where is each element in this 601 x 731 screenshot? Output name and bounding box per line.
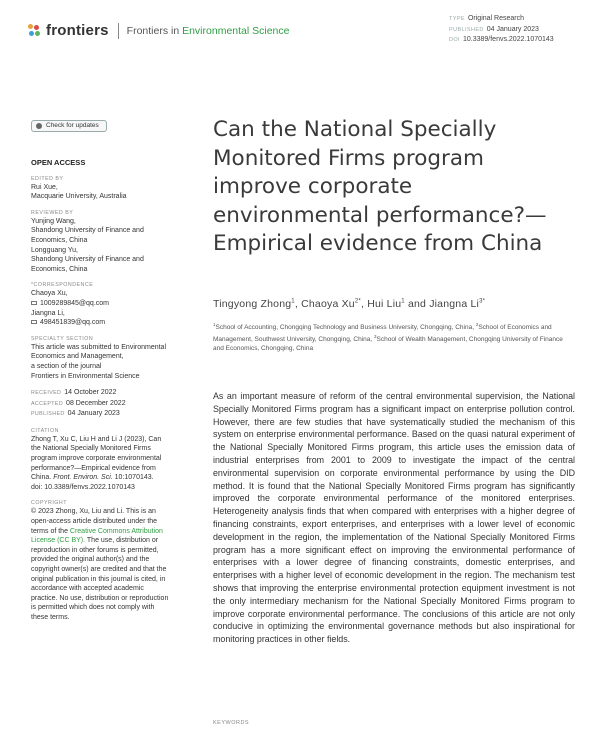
author-name[interactable] — [367, 298, 405, 310]
journal-prefix: Frontiers in — [126, 24, 183, 37]
author-sup: 3* — [479, 298, 486, 305]
email-link[interactable]: 1009289845@qq.com — [40, 299, 109, 307]
meta-published — [449, 25, 554, 36]
check-updates-label: Check for updates — [46, 122, 99, 130]
email-link[interactable]: 498451839@qq.com — [40, 319, 106, 327]
correspondent-name: Jiangna Li, — [31, 309, 65, 317]
citation-journal: Front. Environ. Sci. — [53, 474, 113, 482]
doi-link[interactable]: 10.3389/fenvs.2022.1070143 — [462, 36, 554, 43]
date-value: 08 December 2022 — [66, 399, 126, 407]
affil-sup: 1 — [213, 322, 216, 327]
citation-body: Zhong T, Xu C, Liu H and Li J (2023), Can the National Specially Monitored Firms program improve corporate environmental performance?—Empirical evidence from China. — [31, 435, 162, 482]
date-label: RECEIVED — [31, 390, 62, 397]
date-value: 14 October 2022 — [64, 389, 117, 397]
meta-type — [449, 14, 554, 25]
affiliation: School of Economics and Management, Southwest University, Chongqing, China, — [213, 324, 552, 344]
journal-name[interactable] — [127, 25, 290, 37]
citation-text — [31, 435, 169, 493]
meta-label: PUBLISHED — [449, 26, 484, 33]
author-list: Tingyong Zhong$^1$, Chaoya $Xu^{2*}$, Hui Liu$^1$ and Jiangna $Li^{3*}$ — [213, 298, 486, 310]
update-check-icon — [36, 123, 42, 129]
citation-volume: 10:1070143. — [112, 474, 154, 482]
author-name-text: Hui Liu — [367, 298, 402, 310]
date-label: ACCEPTED — [31, 400, 64, 407]
reviewer-affiliation: Shandong University of Finance and Economics, China — [31, 227, 144, 244]
reviewed-by-label: REVIEWED BY — [31, 209, 74, 216]
reviewer-affiliation: Shandong University of Finance and Economics, China — [31, 256, 144, 273]
affiliations — [213, 320, 573, 353]
copyright-text — [31, 507, 169, 622]
author-name-text: Chaoya Xu — [301, 298, 355, 310]
date-label: PUBLISHED — [31, 411, 65, 418]
author-name-text: Tingyong Zhong — [213, 298, 292, 310]
specialty-text: a section of the journal — [31, 362, 102, 370]
email-icon — [31, 301, 37, 305]
affiliation: School of Wealth Management, Chongqing University of Finance and Economics, Chongqing, China — [213, 336, 563, 353]
correspondent-name: Chaoya Xu, — [31, 290, 68, 298]
date-value: 04 January 2023 — [67, 410, 120, 418]
correspondent-email-row[interactable] — [31, 299, 169, 309]
meta-label: TYPE — [449, 16, 465, 22]
sidebar — [31, 120, 169, 623]
editor-name: Rui Xue, — [31, 183, 58, 191]
affil-sup: 2 — [475, 322, 479, 327]
dates-block — [31, 388, 169, 420]
meta-value: 04 January 2023 — [486, 25, 539, 33]
author-name[interactable] — [429, 298, 485, 310]
specialty-text: Frontiers in Environmental Science — [31, 372, 140, 380]
editor-affiliation: Macquarie University, Australia — [31, 193, 127, 201]
license-link[interactable]: Creative Commons Attribution License (CC BY). — [31, 527, 163, 545]
keywords-label: KEYWORDS — [213, 720, 250, 726]
reviewer-name: Longguang Yu, — [31, 246, 78, 254]
citation-label: CITATION — [31, 427, 59, 434]
email-icon — [31, 320, 37, 324]
meta-doi[interactable] — [449, 35, 554, 46]
date-received — [31, 388, 169, 399]
specialty-section-label: SPECIALTY SECTION — [31, 335, 94, 342]
frontiers-logo-icon — [28, 24, 42, 38]
article-meta — [449, 14, 554, 46]
author-sup: 1 — [401, 298, 405, 305]
journal-title: Environmental Science — [182, 24, 290, 37]
affil-sup: 3 — [374, 334, 377, 340]
copyright-intro: © 2023 Zhong, Xu, Liu and Li. This is an open-access article distributed under the terms of the — [31, 508, 158, 535]
author-name[interactable] — [213, 298, 295, 310]
copyright-label: COPYRIGHT — [31, 500, 67, 507]
article-title: Can the National Specially Monitored Firms program improve corporate environmental performance?—Empirical evidence from China — [213, 117, 547, 257]
correspondence-label: *CORRESPONDENCE — [31, 282, 94, 289]
reviewer-name: Yunjing Wang, — [31, 217, 76, 225]
abstract: As an important measure of reform of the central environmental supervision, the National Specially Monitored Firms program has a significant impact on enterprise pollution control. However, there are few studies that have systematically studied the mechanism of this system on enterprise environmental performance. Based on the quasi natural experiment of the National Specially Monitored Firms program, this article uses the emission data of industrial enterprises from 2001 to 2009 to investigate the impact of the central environmental supervision on corporate environmental performance by using the DID method. It is found that the National Specially Monitored Firms program has significantly improved the corporate environmental performance of the monitored enterprises. Heterogeneity analysis finds that when compared with enterprises with a higher degree of financing constraints, export enterprises, and enterprises with a lower level of economic development in the region, the implementation of the National Specially Monitored Firms program has a more significant effect on improving the environmental performance of enterprises with a lower degree of financing constraints, domestic enterprises, and enterprises with a higher level of economic development in the region. The mechanism test shows that improving the enterprise environmental protection equipment investment is not the only intermediary mechanism for the National Specially Monitored Firms program to improve corporate environmental performance. The conclusions of this article are not only conducive in optimizing the environmental governance methods but also inspirational for monitoring practices in other fields. — [213, 391, 575, 645]
author-name-text: Jiangna Li — [429, 298, 480, 310]
citation-doi[interactable]: doi: 10.3389/fenvs.2022.1070143 — [31, 483, 135, 491]
meta-label: DOI — [449, 37, 460, 43]
author-sup: 1 — [291, 298, 295, 305]
correspondent-email-row[interactable] — [31, 318, 169, 328]
logo-divider — [118, 23, 119, 39]
date-accepted — [31, 399, 169, 410]
edited-by-label: EDITED BY — [31, 175, 64, 182]
open-access-label: OPEN ACCESS — [31, 158, 86, 167]
affiliation: School of Accounting, Chongqing Technology and Business University, Chongqing, China, — [215, 324, 476, 332]
check-for-updates-button[interactable] — [31, 120, 107, 132]
date-published — [31, 409, 169, 420]
frontiers-logo[interactable] — [28, 22, 289, 39]
author-sup: 2* — [354, 298, 361, 305]
meta-value: Original Research — [467, 15, 524, 22]
author-name[interactable] — [301, 298, 361, 310]
specialty-text: This article was submitted to Environmental Economics and Management, — [31, 343, 166, 361]
copyright-terms: The use, distribution or reproduction in other forums is permitted, provided the original author(s) and the copyright owner(s) are credited and that the original publication in this journal is cited, in accordance with accepted academic practice. No use, distribution or reproduction is permitted which does not comply with these terms. — [31, 537, 169, 621]
logo-wordmark: frontiers — [46, 22, 109, 39]
